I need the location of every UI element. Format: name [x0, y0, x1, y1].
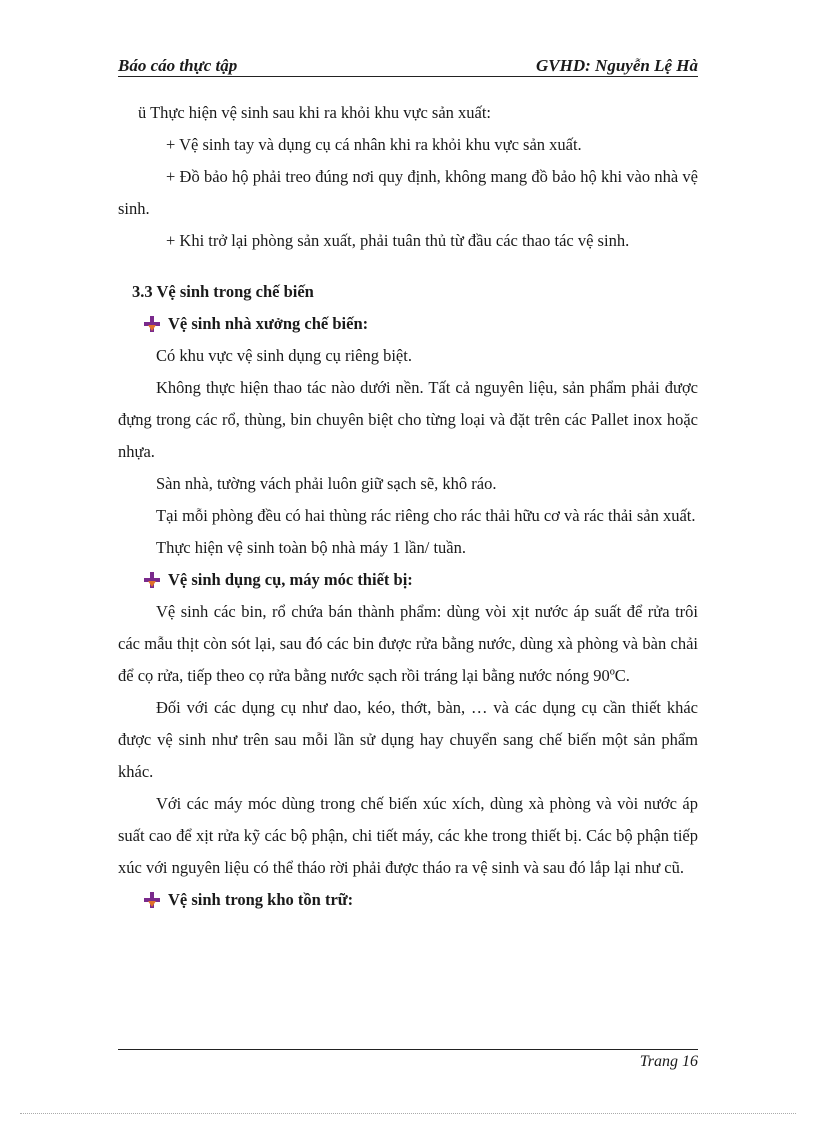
plus-arrow-bullet-icon	[144, 572, 160, 588]
paragraph: + Vệ sinh tay và dụng cụ cá nhân khi ra khỏi khu vực sản xuất.	[166, 135, 582, 154]
plus-arrow-bullet-icon	[144, 892, 160, 908]
paragraph: Thực hiện vệ sinh toàn bộ nhà máy 1 lần/ tuần.	[156, 538, 466, 557]
bullet-heading-text: Vệ sinh dụng cụ, máy móc thiết bị:	[168, 570, 413, 589]
page-number: Trang 16	[639, 1053, 698, 1070]
paragraph: Với các máy móc dùng trong chế biến xúc xích, dùng xà phòng và vòi nước áp suất cao để xịt rửa kỹ các bộ phận, chi tiết máy, các khe trong thiết bị. Các bộ phận tiếp xúc với nguyên liệu có thể tháo rời phải được tháo ra vệ sinh và sau đó lắp lại như cũ.	[118, 794, 698, 877]
page-edge-dotted-line	[20, 1113, 796, 1114]
bullet-heading	[118, 308, 698, 340]
page-header	[118, 52, 698, 76]
bullet-heading-text: Vệ sinh trong kho tồn trữ:	[168, 890, 354, 909]
paragraph: ü Thực hiện vệ sinh sau khi ra khỏi khu vực sản xuất:	[138, 103, 492, 122]
footer-rule	[118, 1049, 698, 1050]
header-right-advisor: GVHD: Nguyễn Lệ Hà	[536, 56, 698, 75]
header-left-title: Báo cáo thực tập	[118, 56, 238, 75]
paragraph: Có khu vực vệ sinh dụng cụ riêng biệt.	[156, 346, 412, 365]
page-content	[118, 97, 698, 916]
header-rule	[118, 76, 698, 77]
paragraph: + Đồ bảo hộ phải treo đúng nơi quy định, không mang đồ bảo hộ khi vào nhà vệ sinh.	[118, 167, 698, 218]
paragraph: Không thực hiện thao tác nào dưới nền. Tất cả nguyên liệu, sản phẩm phải được đựng trong các rổ, thùng, bin chuyên biệt cho từng loại và đặt trên các Pallet inox hoặc nhựa.	[118, 378, 698, 461]
section-heading: 3.3 Vệ sinh trong chế biến	[132, 282, 314, 301]
paragraph: Sàn nhà, tường vách phải luôn giữ sạch sẽ, khô ráo.	[156, 474, 497, 493]
paragraph: Đối với các dụng cụ như dao, kéo, thớt, bàn, … và các dụng cụ cần thiết khác được vệ sinh như trên sau mỗi lần sử dụng hay chuyển sang chế biến một sản phẩm khác.	[118, 698, 698, 781]
paragraph: + Khi trở lại phòng sản xuất, phải tuân thủ từ đầu các thao tác vệ sinh.	[166, 231, 630, 250]
paragraph: Tại mỗi phòng đều có hai thùng rác riêng cho rác thải hữu cơ và rác thải sản xuất.	[156, 506, 696, 525]
bullet-heading	[118, 564, 698, 596]
plus-arrow-bullet-icon	[144, 316, 160, 332]
bullet-heading-text: Vệ sinh nhà xưởng chế biến:	[168, 314, 369, 333]
bullet-heading	[118, 884, 698, 916]
paragraph: Vệ sinh các bin, rổ chứa bán thành phẩm: dùng vòi xịt nước áp suất để rửa trôi các mẫu thịt còn sót lại, sau đó các bin được rửa bằng nước, dùng xà phòng và bàn chải để cọ rửa, tiếp theo cọ rửa bằng nước sạch rồi tráng lại bằng nước nóng 90ºC.	[118, 602, 698, 685]
